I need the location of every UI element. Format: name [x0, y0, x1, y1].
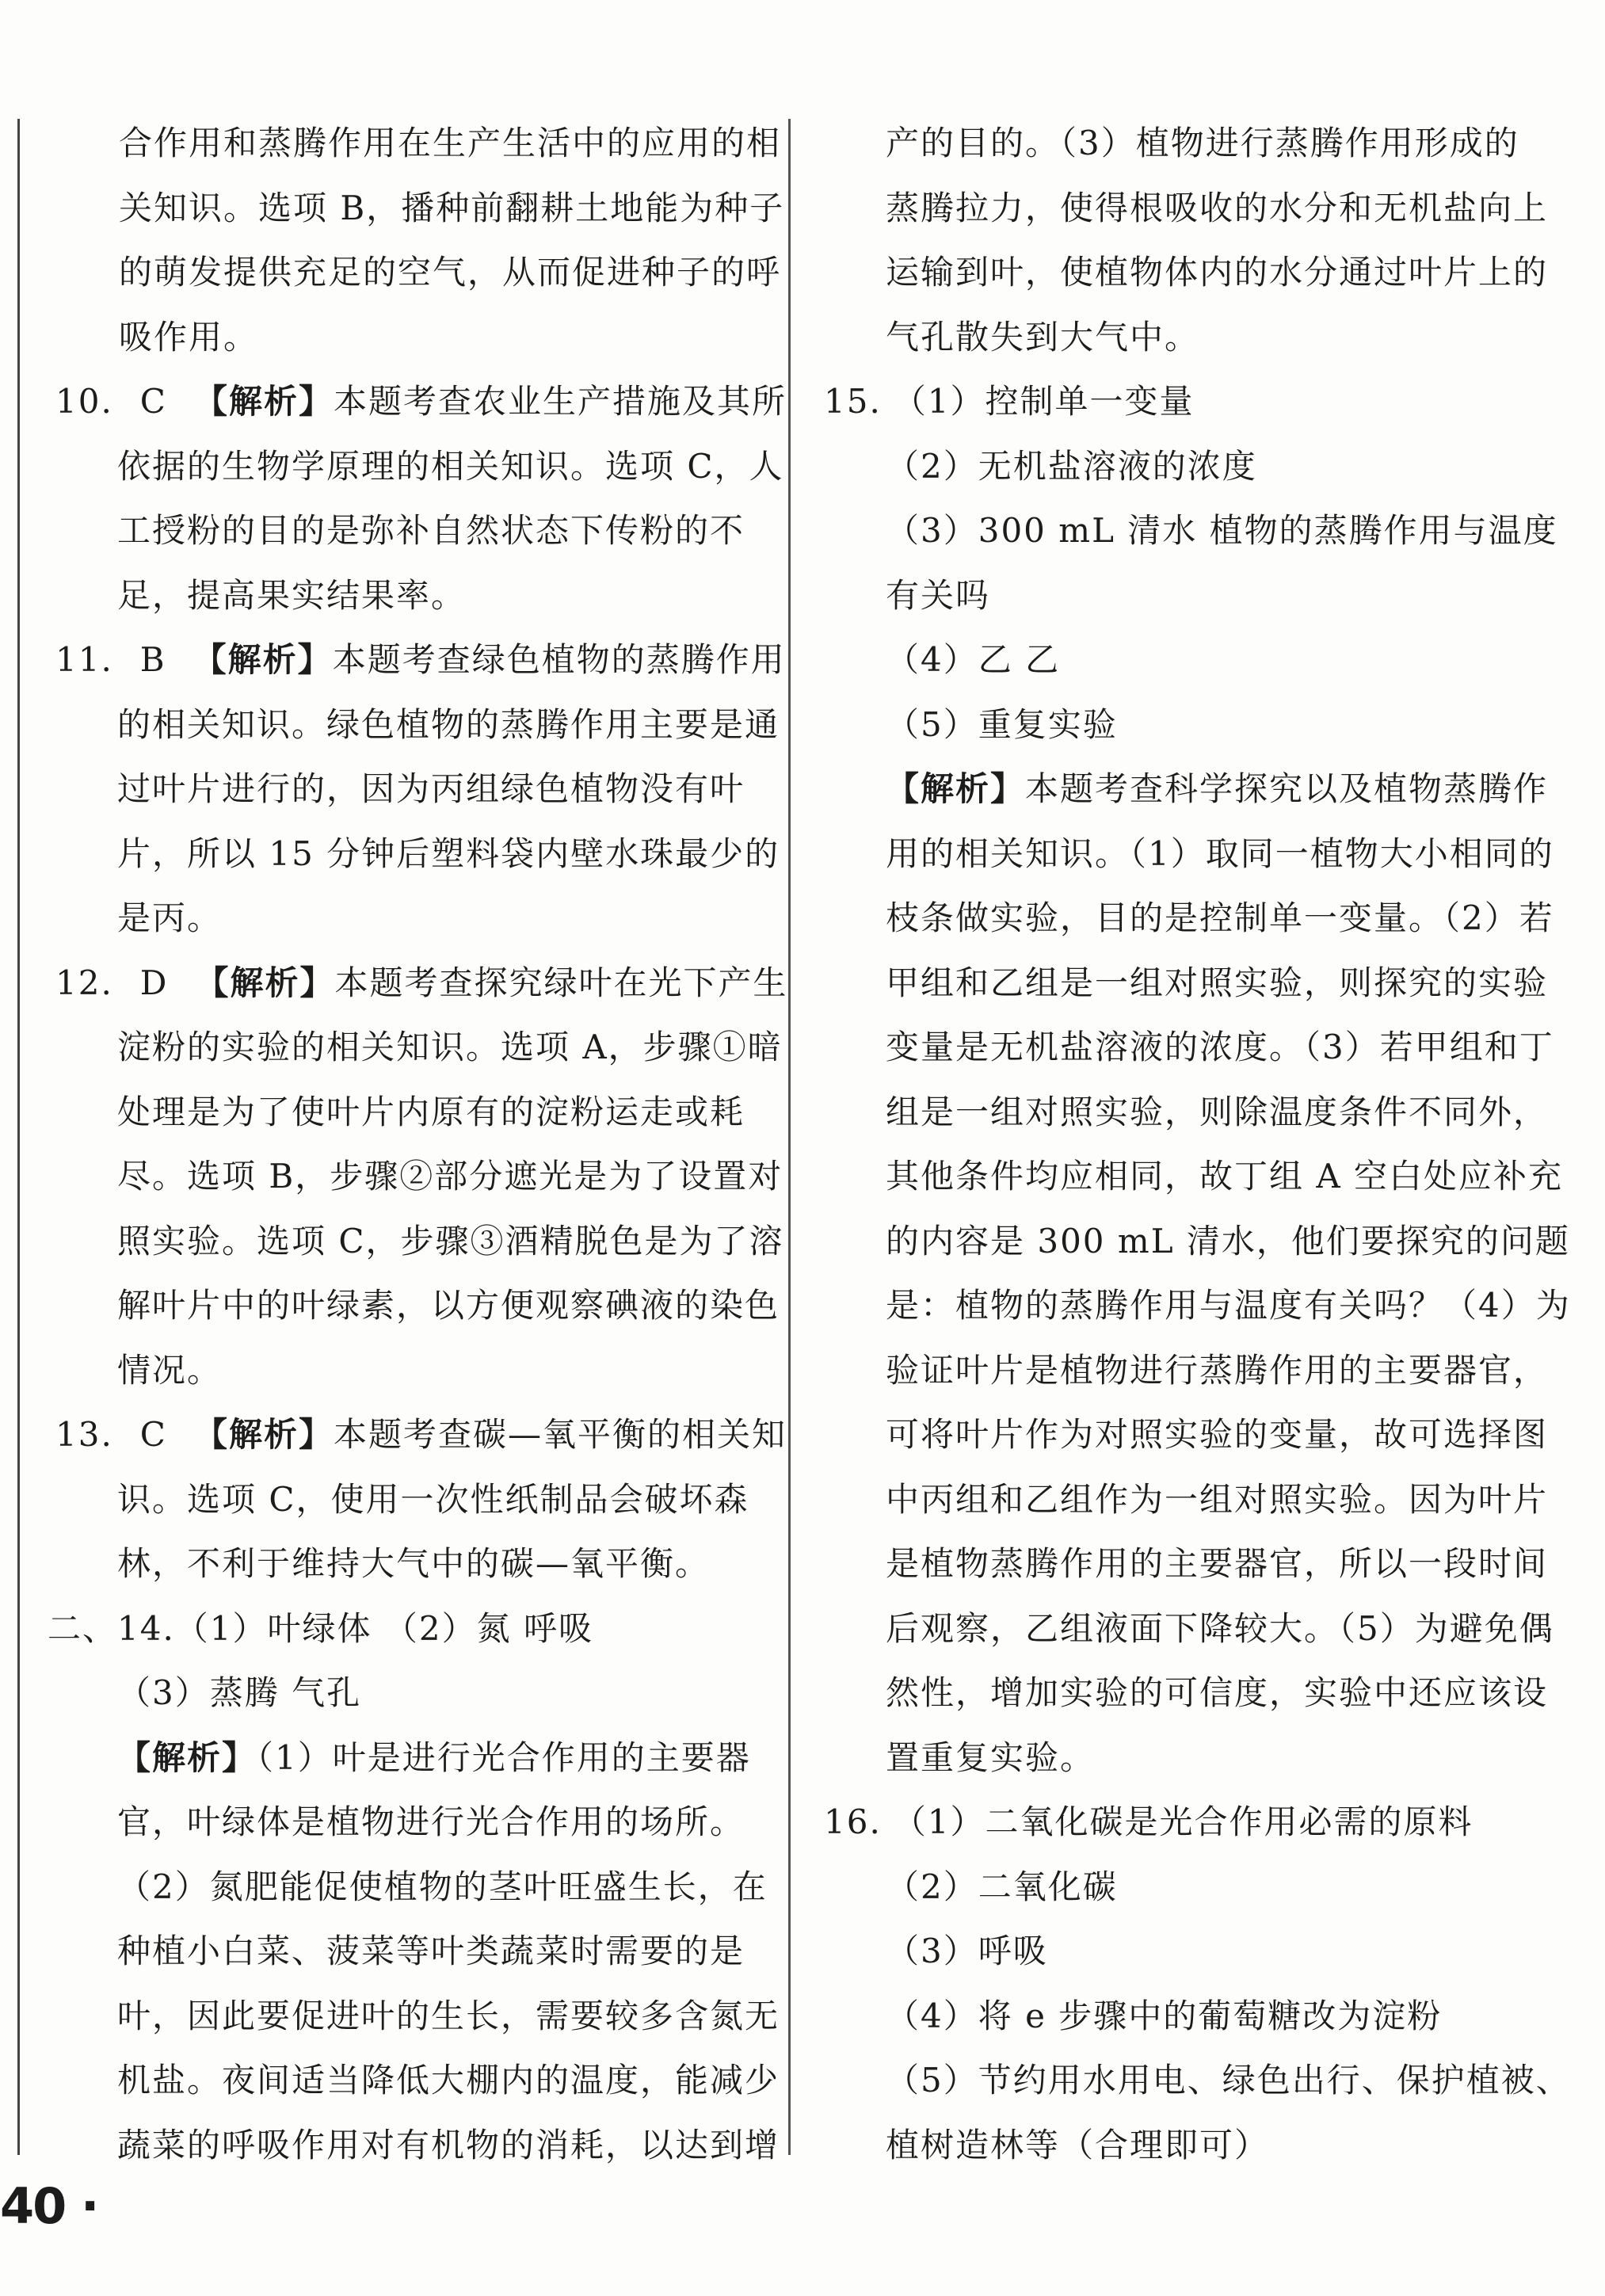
answer-line: 有关吗: [886, 575, 991, 615]
text-line: 组是一组对照实验，则除温度条件不同外，: [886, 1092, 1549, 1131]
text-line: 气孔散失到大气中。: [886, 317, 1200, 357]
text-line: 种植小白菜、菠菜等叶类蔬菜时需要的是: [117, 1932, 745, 1970]
question-14-header: 二、14.（1）叶绿体 （2）氮 呼吸: [48, 1608, 593, 1648]
answer-line: （1）控制单一变量: [892, 382, 1195, 421]
text-line: 林，不利于维持大气中的碳—氧平衡。: [117, 1544, 711, 1583]
text-line: 识。选项 C，使用一次性纸制品会破坏森: [117, 1479, 749, 1519]
answer-line: （4）将 e 步骤中的葡萄糖改为淀粉: [886, 1996, 1443, 2035]
text-line: 淀粉的实验的相关知识。选项 A，步骤①暗: [117, 1028, 783, 1066]
text-line: 然性，增加实验的可信度，实验中还应该设: [886, 1673, 1549, 1712]
analysis-first-line: [55, 1726, 761, 1791]
text-line: 的相关知识。绿色植物的蒸腾作用主要是通: [117, 704, 780, 744]
text-line: 情况。: [117, 1350, 223, 1390]
answer-line: （1）二氧化碳是光合作用必需的原料: [892, 1802, 1473, 1841]
text-line: 是丙。: [117, 898, 223, 937]
question-number: 15.: [824, 382, 882, 421]
text-line: 本题考查碳—氧平衡的相关知: [333, 1415, 787, 1454]
text-line: 枝条做实验，目的是控制单一变量。（2）若: [886, 898, 1554, 937]
text-line: 本题考查绿色植物的蒸腾作用: [332, 640, 786, 679]
text-line: 产的目的。（3）植物进行蒸腾作用形成的: [886, 124, 1519, 162]
text-line: 可将叶片作为对照实验的变量，故可选择图: [886, 1415, 1549, 1454]
text-line: 处理是为了使叶片内原有的淀粉运走或耗: [117, 1092, 745, 1131]
text-line: 验证叶片是植物进行蒸腾作用的主要器官，: [886, 1350, 1549, 1390]
answer-line: （3）蒸腾 气孔: [117, 1673, 362, 1712]
text-line: 吸作用。: [119, 317, 259, 357]
answer-line: （4）乙 乙: [886, 640, 1061, 679]
text-line: 官，叶绿体是植物进行光合作用的场所。: [117, 1802, 745, 1841]
answer-line: 植树造林等（合理即可）: [886, 2125, 1270, 2164]
question-15: [824, 369, 1537, 434]
text-line: 本题考查探究绿叶在光下产生: [334, 963, 788, 1002]
analysis-tag: 【解析】: [193, 382, 334, 421]
question-16: [824, 1790, 1537, 1855]
text-line: 依据的生物学原理的相关知识。选项 C，人: [117, 446, 784, 486]
text-line: 置重复实验。: [886, 1737, 1096, 1777]
text-line: 用的相关知识。（1）取同一植物大小相同的: [886, 833, 1554, 873]
analysis-tag: 【解析】: [195, 963, 335, 1002]
text-line: （1）叶是进行光合作用的主要器: [257, 1737, 751, 1777]
question-13: [55, 1402, 787, 1467]
column-divider: [788, 119, 791, 2155]
text-line: 足，提高果实结果率。: [117, 575, 467, 615]
analysis-tag: 【解析】: [886, 769, 1026, 808]
text-line: 是：植物的蒸腾作用与温度有关吗？（4）为: [886, 1286, 1571, 1325]
text-line: 关知识。选项 B，播种前翻耕土地能为种子: [119, 188, 785, 227]
question-number: 12.: [55, 963, 113, 1002]
text-line: 蔬菜的呼吸作用对有机物的消耗，以达到增: [117, 2125, 780, 2164]
text-line: 的萌发提供充足的空气，从而促进种子的呼: [119, 253, 782, 292]
text-line: 中丙组和乙组作为一组对照实验。因为叶片: [886, 1479, 1549, 1519]
analysis-tag: 【解析】: [193, 1415, 334, 1454]
answer-letter: C: [139, 382, 167, 421]
text-line: 工授粉的目的是弥补自然状态下传粉的不: [117, 511, 745, 550]
answer-letter: D: [139, 963, 169, 1002]
question-number: 13.: [55, 1415, 113, 1454]
text-line: 解叶片中的叶绿素，以方便观察碘液的染色: [117, 1286, 780, 1325]
analysis-tag: 【解析】: [193, 640, 333, 679]
question-number: 16.: [824, 1802, 882, 1841]
text-line: 照实验。选项 C，步骤③酒精脱色是为了溶: [117, 1221, 784, 1261]
text-line: 本题考查科学探究以及植物蒸腾作: [1025, 769, 1549, 808]
question-number: 11.: [55, 640, 113, 679]
answer-letter: C: [139, 1415, 167, 1454]
answer-line: （2）无机盐溶液的浓度: [886, 446, 1257, 486]
text-line: 合作用和蒸腾作用在生产生活中的应用的相: [119, 124, 782, 162]
text-line: 过叶片进行的，因为丙组绿色植物没有叶: [117, 769, 745, 808]
answer-line: （3）呼吸: [886, 1932, 1048, 1970]
analysis-tag: 【解析】: [117, 1737, 257, 1777]
right-column: [824, 111, 1571, 2177]
text-line: 叶，因此要促进叶的生长，需要较多含氮无: [117, 1996, 780, 2035]
text-line: 运输到叶，使植物体内的水分通过叶片上的: [886, 253, 1549, 292]
question-11: [55, 627, 786, 692]
answer-line: （5）重复实验: [886, 704, 1118, 744]
text-line: 甲组和乙组是一组对照实验，则探究的实验: [886, 963, 1549, 1002]
text-line: 后观察，乙组液面下降较大。（5）为避免偶: [886, 1608, 1554, 1648]
text-line: 尽。选项 B，步骤②部分遮光是为了设置对: [117, 1157, 783, 1196]
answer-letter: B: [139, 640, 166, 679]
text-line: 片，所以 15 分钟后塑料袋内壁水珠最少的: [117, 833, 780, 873]
question-10: [55, 369, 787, 434]
answer-line: （5）节约用水用电、绿色出行、保护植被、: [886, 2061, 1571, 2100]
text-line: 机盐。夜间适当降低大棚内的温度，能减少: [117, 2061, 780, 2100]
left-margin-rule: [17, 119, 20, 2155]
text-line: 其他条件均应相同，故丁组 A 空白处应补充: [886, 1157, 1564, 1196]
text-line: 蒸腾拉力，使得根吸收的水分和无机盐向上: [886, 188, 1549, 227]
answer-line: （3）300 mL 清水 植物的蒸腾作用与温度: [886, 511, 1558, 550]
page-number: 40 ·: [0, 2177, 98, 2235]
text-line: 变量是无机盐溶液的浓度。（3）若甲组和丁: [886, 1028, 1554, 1066]
text-line: （2）氮肥能促使植物的茎叶旺盛生长，在: [117, 1867, 768, 1906]
left-column: [48, 111, 788, 2177]
question-12: [55, 951, 788, 1016]
question-number: 10.: [55, 382, 113, 421]
analysis-first-line: [824, 757, 1549, 822]
text-line: 的内容是 300 mL 清水，他们要探究的问题: [886, 1221, 1570, 1261]
text-line: 是植物蒸腾作用的主要器官，所以一段时间: [886, 1544, 1549, 1583]
text-line: 本题考查农业生产措施及其所: [333, 382, 787, 421]
answer-line: （2）二氧化碳: [886, 1867, 1118, 1906]
